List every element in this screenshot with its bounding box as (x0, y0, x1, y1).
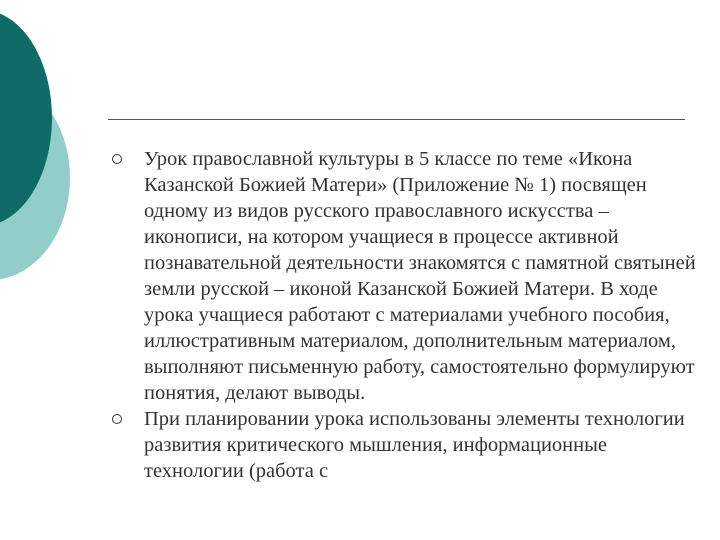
decorative-circles (0, 0, 120, 300)
list-item-text: При планировании урока использованы элементы технологии развития критического мышления, информационные технологии (работа с (144, 408, 685, 482)
list-item (108, 146, 698, 406)
list-item-text: Урок православной культуры в 5 классе по теме «Икона Казанской Божией Матери» (Приложение № 1) посвящен одному из видов русского православного искусства – иконописи, на котором учащиеся в процессе активной познавательной деятельности знакомятся с памятной святыней земли русской – иконой Казанской Божией Матери. В ходе урока учащиеся работают с материалами учебного пособия, иллюстративным материалом, дополнительным материалом, выполняют письменную работу, самостоятельно формулируют понятия, делают выводы. (144, 148, 696, 404)
bullet-circle-icon (112, 414, 122, 424)
list-item (108, 406, 698, 484)
bullet-circle-icon (112, 154, 122, 164)
bullet-list (108, 146, 698, 484)
title-divider (108, 119, 685, 120)
